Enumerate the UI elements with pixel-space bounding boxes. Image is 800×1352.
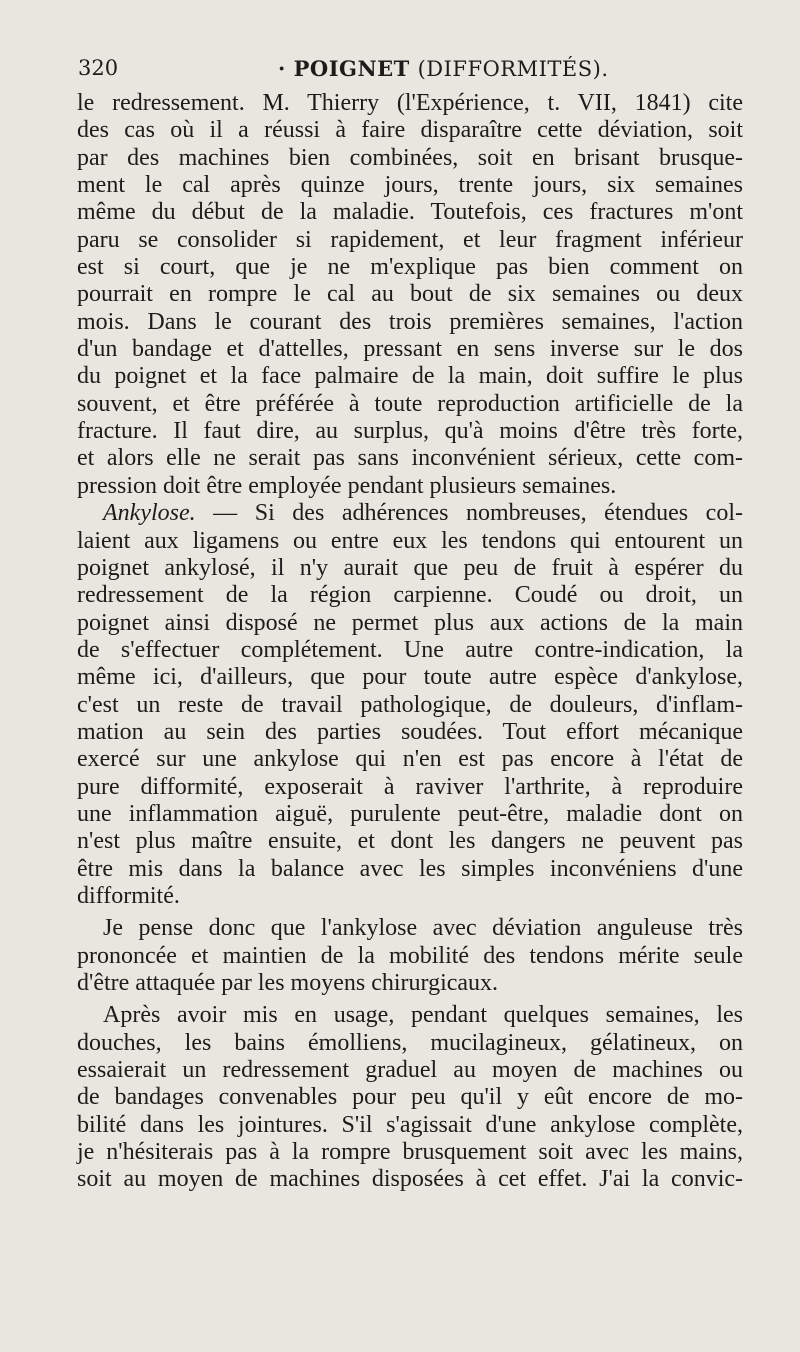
- paragraph-ankylose: [77, 500, 743, 910]
- text-line: exercé sur une ankylose qui n'en est pas encore à l'état de: [77, 746, 743, 773]
- body-text: [77, 90, 743, 1194]
- paragraph-1: [77, 90, 743, 500]
- text-line: paru se consolider si rapidement, et leur fragment inférieur: [77, 226, 743, 253]
- text-line: de s'effectuer complétement. Une autre contre-indication, la: [77, 636, 743, 663]
- text-line: même ici, d'ailleurs, que pour toute autre espèce d'ankylose,: [77, 664, 743, 691]
- text-line: d'un bandage et d'attelles, pressant en sens inverse sur le dos: [77, 336, 743, 363]
- text-line: fracture. Il faut dire, au surplus, qu'à moins d'être très forte,: [77, 418, 743, 445]
- paragraph-4: [77, 1002, 743, 1193]
- text-line: Après avoir mis en usage, pendant quelques semaines, les: [103, 1002, 743, 1029]
- text-line: je n'hésiterais pas à la rompre brusquement soit avec les mains,: [77, 1139, 743, 1166]
- text-line: soit au moyen de machines disposées à cet effet. J'ai la convic-: [77, 1166, 743, 1193]
- text-line: pression doit être employée pendant plusieurs semaines.: [77, 472, 617, 499]
- text-line: pourrait en rompre le cal au bout de six semaines ou deux: [77, 281, 743, 308]
- text-line: difformité.: [77, 882, 180, 909]
- text-line: pure difformité, exposerait à raviver l'arthrite, à reproduire: [77, 773, 743, 800]
- text-line: Je pense donc que l'ankylose avec déviation anguleuse très: [103, 915, 743, 942]
- text-line: même du début de la maladie. Toutefois, ces fractures m'ont: [77, 199, 743, 226]
- text-line: poignet ankylosé, il n'y aurait que peu de fruit à espérer du: [77, 554, 743, 581]
- running-title-main: · POIGNET: [278, 56, 410, 81]
- text-line: [77, 500, 743, 527]
- text-line: une inflammation aiguë, purulente peut-être, maladie dont on: [77, 800, 743, 827]
- text-line: bilité dans les jointures. S'il s'agissait d'une ankylose complète,: [77, 1111, 743, 1138]
- text-line-rest: — Si des adhérences nombreuses, étendues col-: [195, 500, 743, 527]
- page-number: 320: [78, 56, 119, 80]
- text-line: prononcée et maintien de la mobilité des tendons mérite seule: [77, 942, 743, 969]
- text-line: essaierait un redressement graduel au moyen de machines ou: [77, 1057, 743, 1084]
- text-line: de bandages convenables pour peu qu'il y eût encore de mo-: [77, 1084, 743, 1111]
- text-line: être mis dans la balance avec les simples inconvéniens d'une: [77, 855, 743, 882]
- text-line: laient aux ligamens ou entre eux les tendons qui entourent un: [77, 527, 743, 554]
- page-header: [78, 56, 738, 88]
- text-line: des cas où il a réussi à faire disparaître cette déviation, soit: [77, 117, 743, 144]
- text-line: par des machines bien combinées, soit en brisant brusque-: [77, 144, 743, 171]
- text-line: redressement de la région carpienne. Coudé ou droit, un: [77, 582, 743, 609]
- running-title-sub: (DIFFORMITÉS).: [417, 57, 609, 81]
- text-line: ment le cal après quinze jours, trente jours, six semaines: [77, 172, 743, 199]
- running-title: [278, 56, 609, 81]
- text-line: douches, les bains émolliens, mucilagineux, gélatineux, on: [77, 1029, 743, 1056]
- section-lead: Ankylose.: [103, 500, 196, 527]
- text-line: mation au sein des parties soudées. Tout effort mécanique: [77, 718, 743, 745]
- text-line: et alors elle ne serait pas sans inconvénient sérieux, cette com-: [77, 445, 743, 472]
- text-line: du poignet et la face palmaire de la main, doit suffire le plus: [77, 363, 743, 390]
- text-line: n'est plus maître ensuite, et dont les dangers ne peuvent pas: [77, 828, 743, 855]
- text-line: c'est un reste de travail pathologique, de douleurs, d'inflam-: [77, 691, 743, 718]
- text-line: est si court, que je ne m'explique pas bien comment on: [77, 254, 743, 281]
- text-line: souvent, et être préférée à toute reproduction artificielle de la: [77, 390, 743, 417]
- paragraph-3: [77, 915, 743, 997]
- text-line: poignet ainsi disposé ne permet plus aux actions de la main: [77, 609, 743, 636]
- text-line: d'être attaquée par les moyens chirurgicaux.: [77, 970, 499, 996]
- text-line: le redressement. M. Thierry (l'Expérience, t. VII, 1841) cite: [77, 90, 743, 116]
- text-line: mois. Dans le courant des trois premières semaines, l'action: [77, 308, 743, 335]
